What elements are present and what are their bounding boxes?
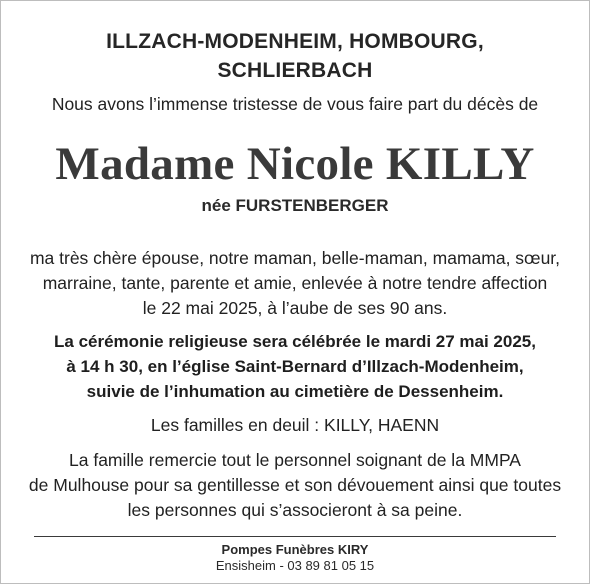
ceremony-line: suivie de l’inhumation au cimetière de Dessenheim. [86,382,504,401]
thanks-line: de Mulhouse pour sa gentillesse et son dévouement ainsi que toutes [28,475,562,495]
ceremony-line: La cérémonie religieuse sera célébrée le mardi 27 mai 2025, [54,332,536,351]
place-line-2: SCHLIERBACH [217,59,373,82]
description-line: marraine, tante, parente et amie, enlevée à notre tendre affection [42,273,548,293]
intro-text: Nous avons l’immense tristesse de vous faire part du décès de [51,94,539,114]
maiden-name: née FURSTENBERGER [201,196,389,215]
place-line-1: ILLZACH-MODENHEIM, HOMBOURG, [106,30,484,53]
description-line: ma très chère épouse, notre maman, belle-maman, mamama, sœur, [29,248,561,268]
deceased-name: Madame Nicole KILLY [55,138,535,190]
ceremony-line: à 14 h 30, en l’église Saint-Bernard d’Illzach-Modenheim, [66,357,524,376]
description-line: le 22 mai 2025, à l’aube de ses 90 ans. [142,298,448,318]
thanks-line: La famille remercie tout le personnel soignant de la MMPA [69,450,521,470]
thanks-line: les personnes qui s’associeront à sa peine. [127,500,463,520]
funeral-home-contact: Ensisheim - 03 89 81 05 15 [215,558,375,573]
divider-rule [34,536,556,537]
funeral-home-name: Pompes Funèbres KIRY [221,542,369,557]
families-line: Les familles en deuil : KILLY, HAENN [150,415,440,435]
